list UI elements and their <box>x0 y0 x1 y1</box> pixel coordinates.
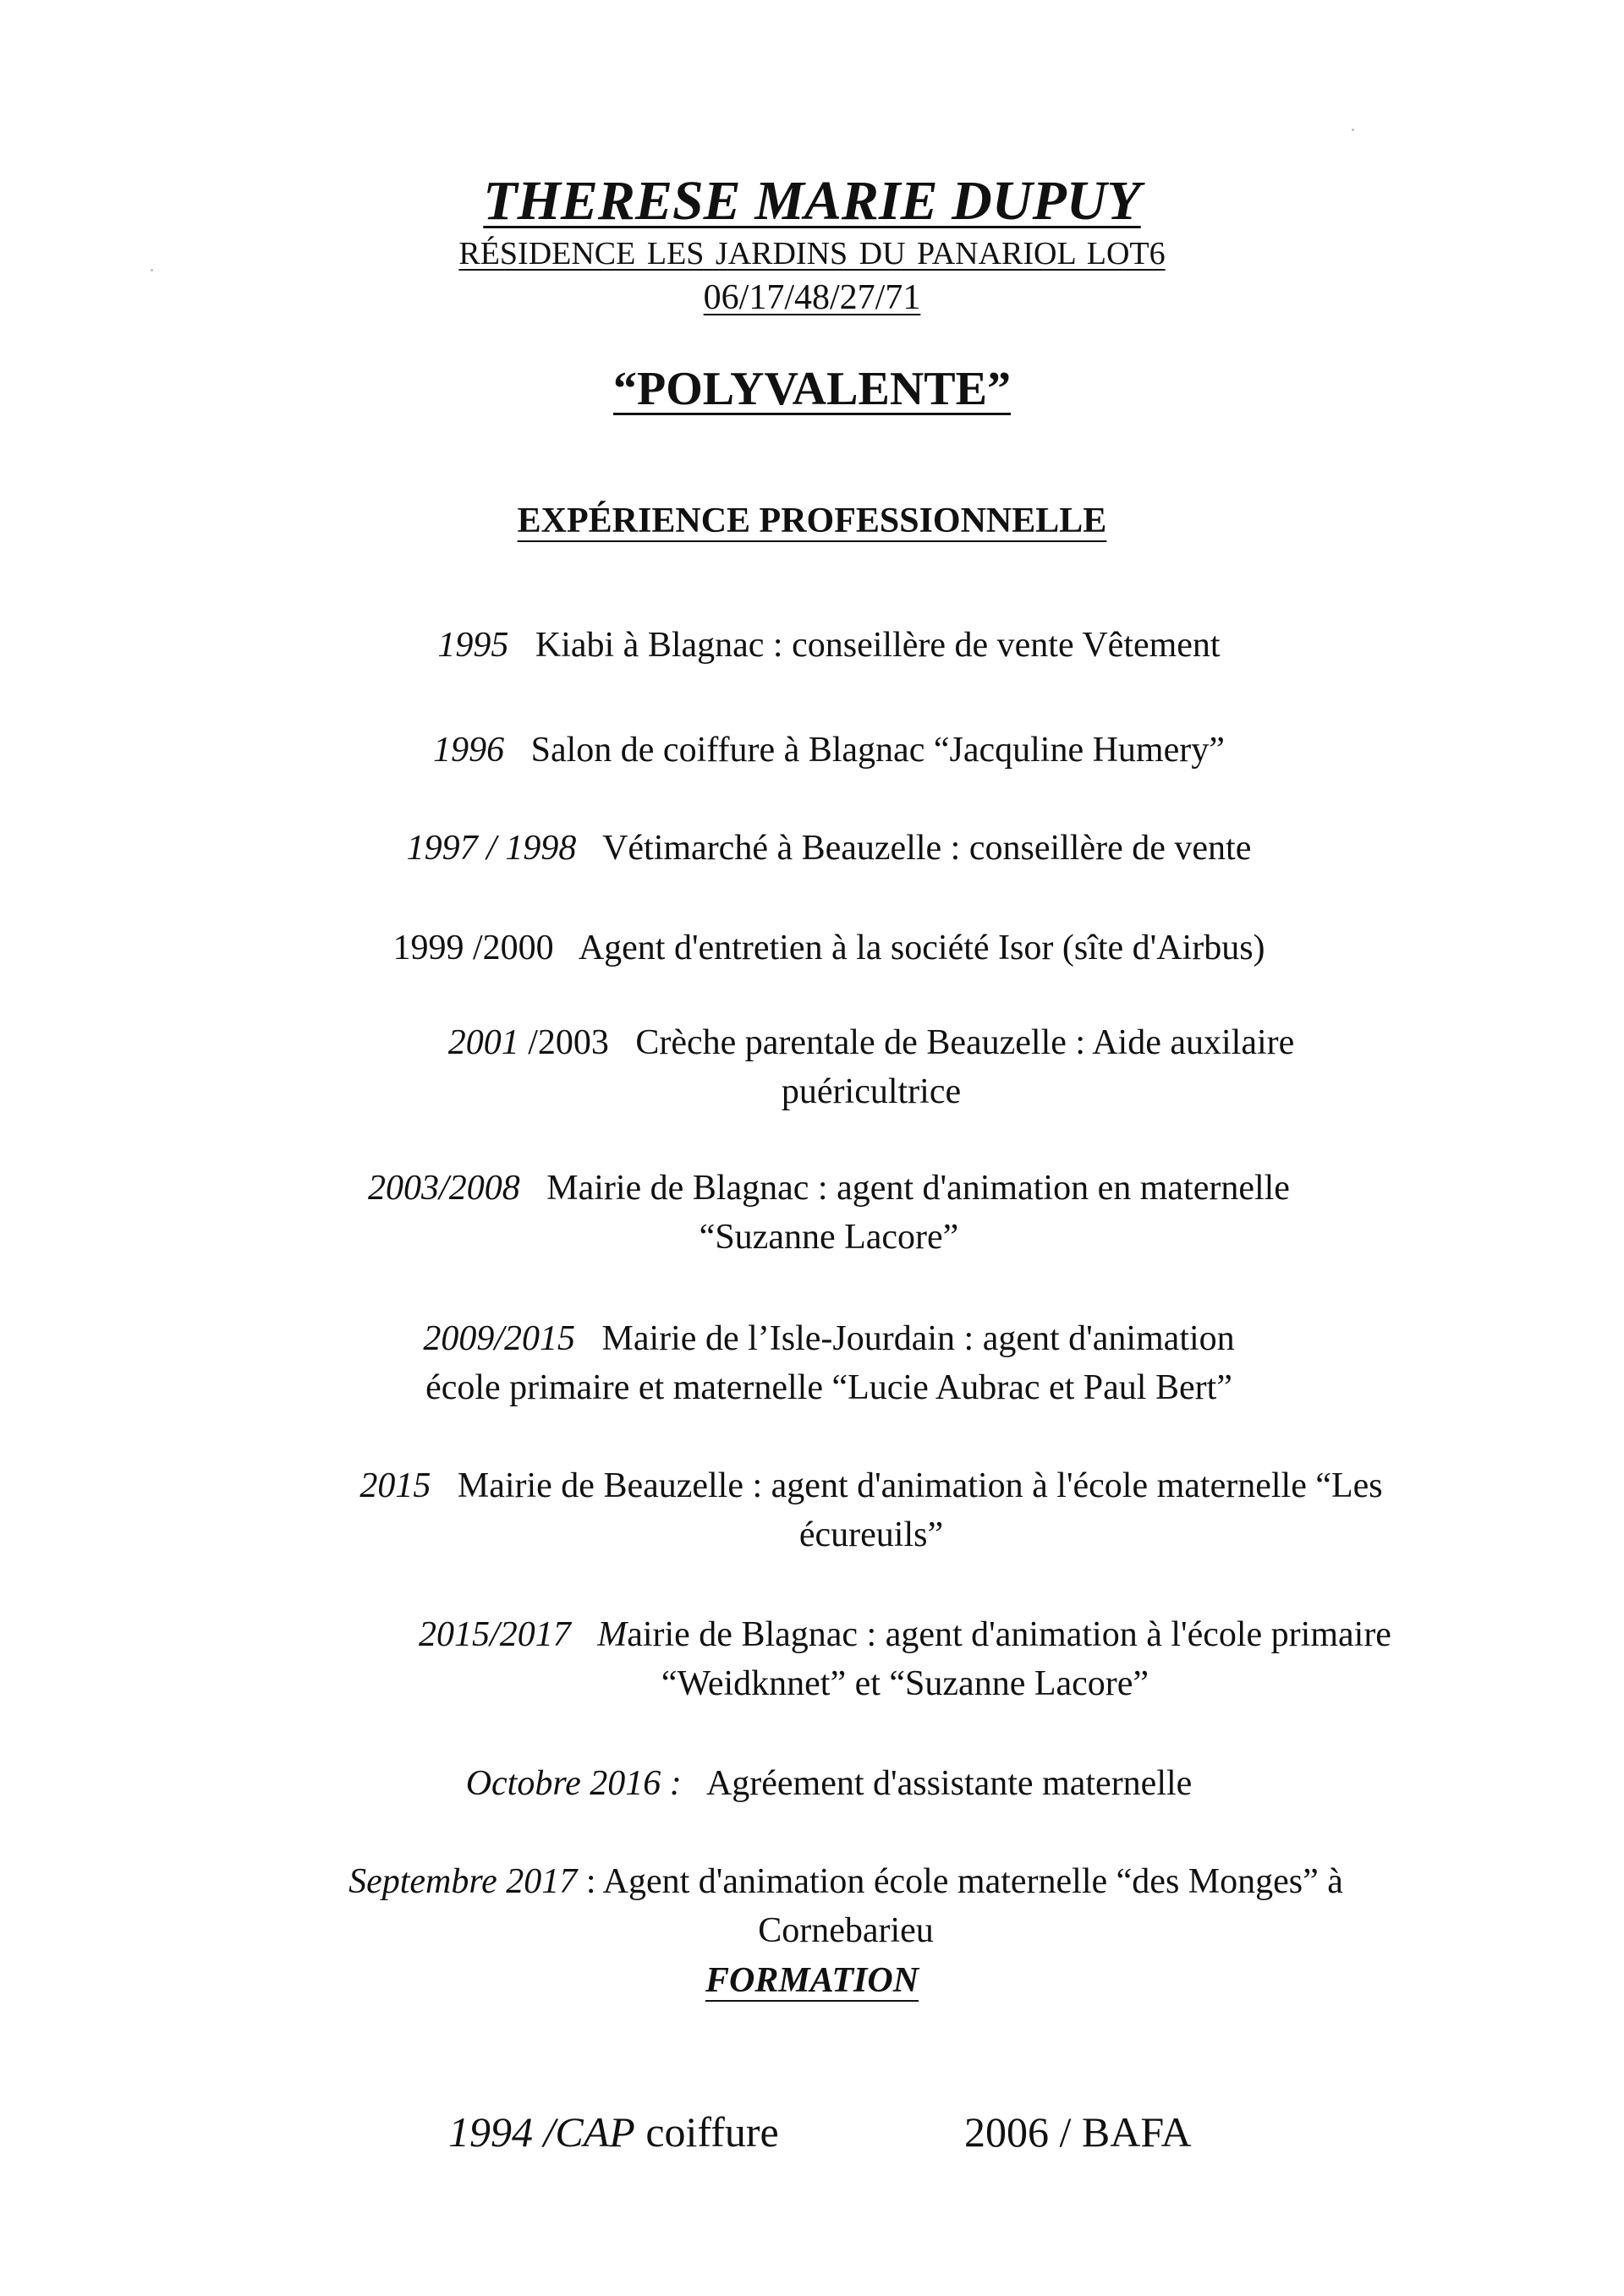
entry-text: Agent d'entretien à la société Isor (sîte d'Airbus) <box>578 929 1265 967</box>
entry-text: Agréement d'assistante maternelle <box>705 1764 1193 1803</box>
entry-year: Octobre 2016 : <box>465 1764 682 1803</box>
candidate-address: RÉSIDENCE LES JARDINS DU PANARIOL LOT6 <box>458 236 1166 271</box>
entry-year: 2009/2015 <box>423 1319 575 1358</box>
entry-text: Mairie de l’Isle-Jourdain : agent d'animation <box>601 1319 1235 1358</box>
entry-text: airie de Blagnac : agent d'animation à l'école primaire <box>627 1615 1391 1654</box>
formation-field: coiffure <box>645 2108 779 2156</box>
entry-text-continued: “Weidknnet” et “Suzanne Lacore” <box>661 1664 1149 1703</box>
formation-year: 1994 / <box>448 2108 556 2156</box>
entry-text: Vétimarché à Beauzelle : conseillère de vente <box>602 829 1252 868</box>
entry-text: Crèche parentale de Beauzelle : Aide auxilaire <box>635 1023 1295 1062</box>
entry-year: 2015 <box>359 1466 431 1505</box>
entry-year: 2003/2008 <box>368 1169 520 1208</box>
experience-entry <box>271 1759 1387 1808</box>
entry-year: 1996 <box>433 731 505 770</box>
candidate-phone: 06/17/48/27/71 <box>703 278 921 317</box>
experience-entry <box>338 1018 1404 1116</box>
experience-entry <box>271 726 1387 775</box>
entry-text-continued: école primaire et maternelle “Lucie Aubrac et Paul Bert” <box>425 1368 1232 1407</box>
experience-entry <box>271 621 1387 670</box>
entry-year: 1995 <box>437 626 509 665</box>
experience-entry <box>271 824 1387 873</box>
entry-text: Salon de coiffure à Blagnac “Jacquline Humery” <box>530 731 1225 770</box>
entry-text: : Agent d'animation école maternelle “des Monges” à <box>585 1862 1343 1901</box>
entry-text: Kiabi à Blagnac : conseillère de vente Vêtement <box>535 626 1221 665</box>
entry-text-continued: “Suzanne Lacore” <box>699 1218 959 1257</box>
experience-entry <box>288 1610 1522 1708</box>
entry-year-end: /2003 <box>528 1023 609 1062</box>
experience-entry <box>271 1164 1387 1262</box>
formation-diploma: CAP <box>555 2108 635 2156</box>
formation-heading: FORMATION <box>705 1961 919 2000</box>
experience-entry <box>254 1857 1438 1955</box>
entry-year: 1999 /2000 <box>392 929 554 967</box>
entry-text-initial: M <box>597 1615 628 1654</box>
candidate-headline: “POLYVALENTE” <box>613 363 1011 415</box>
candidate-name: THERESE MARIE DUPUY <box>483 170 1141 232</box>
formation-item <box>964 2107 1192 2156</box>
experience-entry <box>254 1314 1404 1412</box>
entry-text-continued: Cornebarieu <box>758 1911 934 1950</box>
experience-heading: EXPÉRIENCE PROFESSIONNELLE <box>517 501 1107 540</box>
entry-year: Septembre 2017 <box>348 1862 578 1901</box>
entry-text: Mairie de Blagnac : agent d'animation en maternelle <box>546 1169 1290 1208</box>
entry-year: 1997 / 1998 <box>406 829 577 868</box>
scan-speck <box>1352 129 1354 131</box>
entry-text-continued: écureuils” <box>798 1515 944 1554</box>
entry-text-continued: puéricultrice <box>781 1072 962 1111</box>
experience-entry <box>254 1461 1489 1559</box>
formation-year: 2006 / BAFA <box>964 2108 1192 2156</box>
entry-year: 2015/2017 <box>419 1615 571 1654</box>
formation-item <box>448 2107 779 2156</box>
entry-year: 2001 <box>447 1023 519 1062</box>
entry-text: Mairie de Beauzelle : agent d'animation à l'école maternelle “Les <box>457 1466 1383 1505</box>
experience-entry <box>271 923 1387 973</box>
